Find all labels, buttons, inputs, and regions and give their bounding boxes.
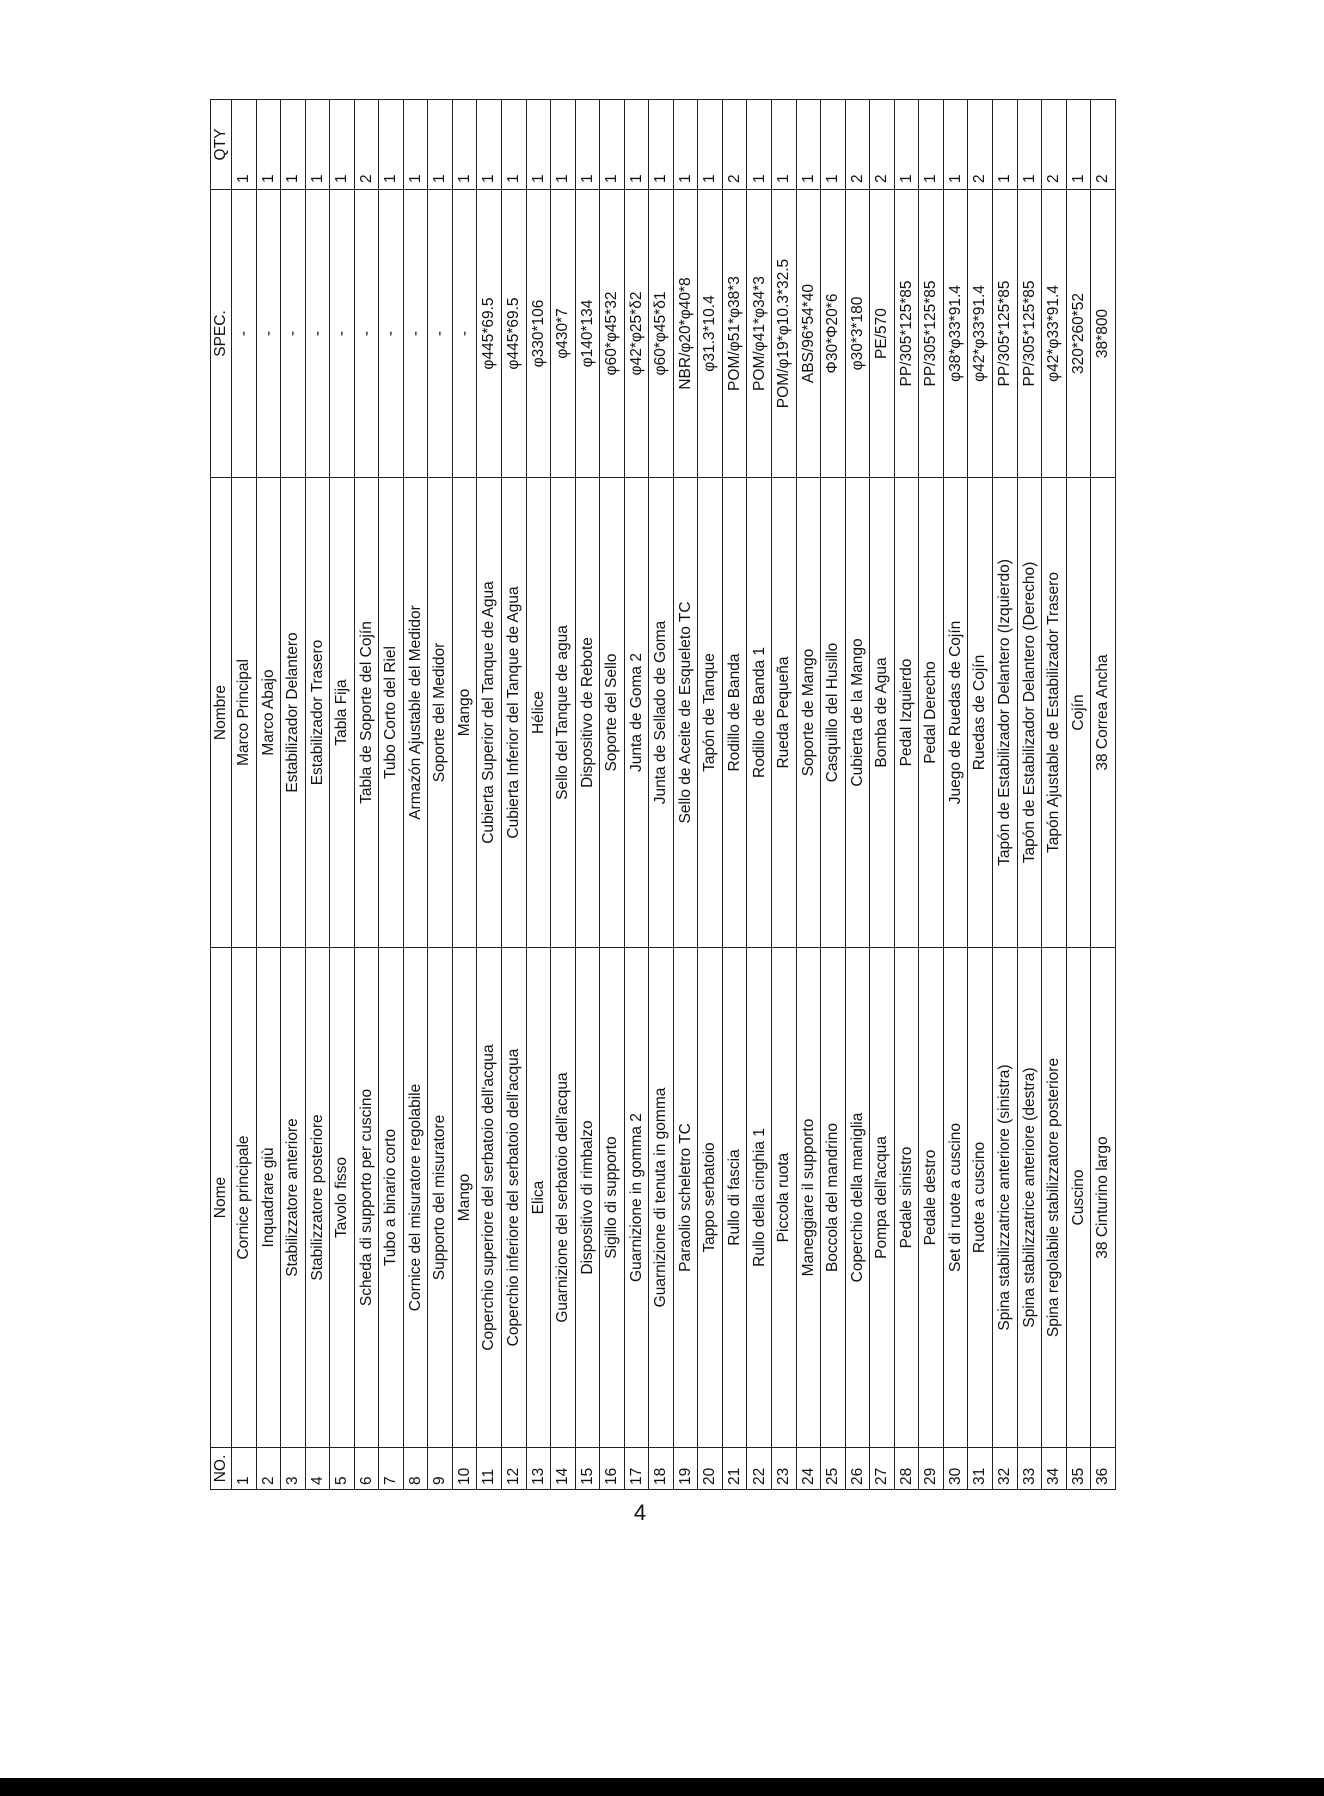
cell-qty: 1	[305, 100, 330, 190]
cell-nome: 38 Cinturino largo	[1091, 948, 1116, 1448]
cell-nome: Rullo di fascia	[722, 948, 747, 1448]
cell-nombre: Estabilizador Trasero	[305, 478, 330, 948]
cell-qty: 1	[575, 100, 600, 190]
cell-no: 13	[526, 1448, 551, 1490]
cell-qty: 2	[968, 100, 993, 190]
cell-nome: Elica	[526, 948, 551, 1448]
cell-qty: 1	[772, 100, 797, 190]
cell-nome: Spina stabilizzatrice anteriore (destra)	[1017, 948, 1042, 1448]
cell-spec: φ140*134	[575, 190, 600, 478]
cell-spec: φ60*φ45*δ1	[649, 190, 674, 478]
cell-qty: 1	[428, 100, 453, 190]
cell-nome: Stabilizzatore anteriore	[281, 948, 306, 1448]
cell-no: 30	[943, 1448, 968, 1490]
cell-no: 1	[232, 1448, 257, 1490]
cell-nombre: Soporte de Mango	[796, 478, 821, 948]
cell-nome: Spina stabilizzatrice anteriore (sinistra)	[992, 948, 1017, 1448]
cell-spec: φ330*106	[526, 190, 551, 478]
cell-no: 28	[894, 1448, 919, 1490]
cell-spec: φ42*φ25*δ2	[624, 190, 649, 478]
table-row	[698, 100, 723, 1490]
cell-nome: Coperchio della maniglia	[845, 948, 870, 1448]
cell-no: 32	[992, 1448, 1017, 1490]
cell-qty: 1	[526, 100, 551, 190]
table-row	[575, 100, 600, 1490]
cell-nombre: Tapón de Estabilizador Delantero (Izquierdo)	[992, 478, 1017, 948]
cell-no: 25	[821, 1448, 846, 1490]
cell-qty: 1	[796, 100, 821, 190]
cell-no: 12	[502, 1448, 527, 1490]
cell-nome: Rullo della cinghia 1	[747, 948, 772, 1448]
cell-spec: -	[354, 190, 379, 478]
table-row	[1017, 100, 1042, 1490]
cell-nombre: Cubierta Inferior del Tanque de Agua	[502, 478, 527, 948]
cell-nombre: Juego de Ruedas de Cojín	[943, 478, 968, 948]
cell-nome: Mango	[452, 948, 477, 1448]
cell-qty: 1	[992, 100, 1017, 190]
cell-qty: 2	[722, 100, 747, 190]
table-row	[919, 100, 944, 1490]
table-row	[649, 100, 674, 1490]
cell-no: 18	[649, 1448, 674, 1490]
cell-nombre: Mango	[452, 478, 477, 948]
cell-no: 10	[452, 1448, 477, 1490]
cell-spec: -	[403, 190, 428, 478]
cell-spec: PP/305*125*85	[894, 190, 919, 478]
cell-spec: 320*260*52	[1066, 190, 1091, 478]
cell-spec: -	[305, 190, 330, 478]
cell-spec: POM/φ51*φ38*3	[722, 190, 747, 478]
cell-nombre: Soporte del Sello	[600, 478, 625, 948]
table-row	[772, 100, 797, 1490]
cell-no: 34	[1042, 1448, 1067, 1490]
cell-spec: -	[428, 190, 453, 478]
cell-spec: PP/305*125*85	[919, 190, 944, 478]
cell-no: 16	[600, 1448, 625, 1490]
cell-nome: Ruote a cuscino	[968, 948, 993, 1448]
table-row	[894, 100, 919, 1490]
cell-spec: φ30*3*180	[845, 190, 870, 478]
table-row	[428, 100, 453, 1490]
cell-nombre: Tubo Corto del Riel	[379, 478, 404, 948]
header-no: NO.	[211, 1448, 232, 1490]
header-nombre: Nombre	[211, 478, 232, 948]
cell-nome: Inquadrare giù	[256, 948, 281, 1448]
cell-no: 24	[796, 1448, 821, 1490]
cell-no: 36	[1091, 1448, 1116, 1490]
cell-no: 2	[256, 1448, 281, 1490]
cell-nome: Cornice principale	[232, 948, 257, 1448]
cell-nombre: Marco Principal	[232, 478, 257, 948]
cell-spec: φ42*φ33*91.4	[968, 190, 993, 478]
page-number: 4	[633, 1500, 647, 1525]
cell-qty: 1	[673, 100, 698, 190]
cell-nombre: Tapón Ajustable de Estabilizador Trasero	[1042, 478, 1067, 948]
cell-no: 33	[1017, 1448, 1042, 1490]
table-row	[452, 100, 477, 1490]
table-row	[1042, 100, 1067, 1490]
table-row	[870, 100, 895, 1490]
cell-qty: 1	[1017, 100, 1042, 190]
cell-nombre: Dispositivo de Rebote	[575, 478, 600, 948]
cell-no: 20	[698, 1448, 723, 1490]
cell-qty: 1	[551, 100, 576, 190]
cell-nombre: Soporte del Medidor	[428, 478, 453, 948]
cell-spec: -	[330, 190, 355, 478]
cell-qty: 1	[1066, 100, 1091, 190]
table-header-row	[211, 100, 232, 1490]
table-row	[477, 100, 502, 1490]
cell-qty: 2	[845, 100, 870, 190]
table-row	[379, 100, 404, 1490]
cell-spec: ABS/96*54*40	[796, 190, 821, 478]
cell-nome: Cuscino	[1066, 948, 1091, 1448]
cell-nome: Guarnizione in gomma 2	[624, 948, 649, 1448]
cell-nombre: Tabla de Soporte del Cojín	[354, 478, 379, 948]
cell-nome: Paraolio scheletro TC	[673, 948, 698, 1448]
cell-spec: Φ30*Φ20*6	[821, 190, 846, 478]
cell-nombre: Pedal Izquierdo	[894, 478, 919, 948]
cell-nombre: Sello de Aceite de Esqueleto TC	[673, 478, 698, 948]
cell-qty: 1	[281, 100, 306, 190]
cell-spec: -	[232, 190, 257, 478]
table-row	[624, 100, 649, 1490]
cell-qty: 1	[649, 100, 674, 190]
cell-no: 3	[281, 1448, 306, 1490]
table-row	[354, 100, 379, 1490]
cell-qty: 1	[403, 100, 428, 190]
parts-table	[210, 99, 1116, 1490]
cell-nome: Scheda di supporto per cuscino	[354, 948, 379, 1448]
table-row	[821, 100, 846, 1490]
cell-qty: 1	[600, 100, 625, 190]
cell-qty: 2	[354, 100, 379, 190]
cell-spec: φ445*69.5	[477, 190, 502, 478]
cell-nome: Stabilizzatore posteriore	[305, 948, 330, 1448]
cell-no: 23	[772, 1448, 797, 1490]
cell-nome: Pedale sinistro	[894, 948, 919, 1448]
cell-spec: -	[281, 190, 306, 478]
footer-band	[0, 1778, 1324, 1796]
cell-nombre: Tabla Fija	[330, 478, 355, 948]
cell-nombre: Junta de Goma 2	[624, 478, 649, 948]
cell-qty: 1	[477, 100, 502, 190]
cell-spec: φ430*7	[551, 190, 576, 478]
table-row	[747, 100, 772, 1490]
cell-spec: POM/φ41*φ34*3	[747, 190, 772, 478]
cell-spec: -	[379, 190, 404, 478]
cell-no: 26	[845, 1448, 870, 1490]
cell-qty: 1	[919, 100, 944, 190]
cell-nome: Tappo serbatoio	[698, 948, 723, 1448]
cell-no: 27	[870, 1448, 895, 1490]
cell-nombre: Rodillo de Banda 1	[747, 478, 772, 948]
cell-no: 22	[747, 1448, 772, 1490]
cell-nome: Supporto del misuratore	[428, 948, 453, 1448]
cell-qty: 1	[624, 100, 649, 190]
cell-nome: Tubo a binario corto	[379, 948, 404, 1448]
table-row	[551, 100, 576, 1490]
cell-nome: Cornice del misuratore regolabile	[403, 948, 428, 1448]
table-row	[330, 100, 355, 1490]
cell-qty: 1	[502, 100, 527, 190]
cell-nombre: Cubierta de la Mango	[845, 478, 870, 948]
cell-nome: Guarnizione del serbatoio dell'acqua	[551, 948, 576, 1448]
cell-nome: Piccola ruota	[772, 948, 797, 1448]
table-row	[845, 100, 870, 1490]
cell-qty: 2	[1091, 100, 1116, 190]
cell-nome: Pedale destro	[919, 948, 944, 1448]
cell-spec: PP/305*125*85	[1017, 190, 1042, 478]
cell-nome: Sigillo di supporto	[600, 948, 625, 1448]
cell-nombre: Rodillo de Banda	[722, 478, 747, 948]
cell-nombre: Junta de Sellado de Goma	[649, 478, 674, 948]
table-row	[600, 100, 625, 1490]
cell-no: 21	[722, 1448, 747, 1490]
cell-qty: 2	[1042, 100, 1067, 190]
cell-nombre: Cubierta Superior del Tanque de Agua	[477, 478, 502, 948]
cell-spec: φ38*φ33*91.4	[943, 190, 968, 478]
cell-nome: Boccola del mandrino	[821, 948, 846, 1448]
cell-nombre: Hélice	[526, 478, 551, 948]
cell-nome: Guarnizione di tenuta in gomma	[649, 948, 674, 1448]
cell-nome: Spina regolabile stabilizzatore posteriore	[1042, 948, 1067, 1448]
cell-nome: Set di ruote a cuscino	[943, 948, 968, 1448]
header-qty: QTY	[211, 100, 232, 190]
table-row	[403, 100, 428, 1490]
cell-spec: -	[256, 190, 281, 478]
table-row	[256, 100, 281, 1490]
cell-spec: φ31.3*10.4	[698, 190, 723, 478]
table-row	[796, 100, 821, 1490]
cell-no: 8	[403, 1448, 428, 1490]
table-row	[526, 100, 551, 1490]
cell-qty: 1	[256, 100, 281, 190]
cell-nome: Pompa dell'acqua	[870, 948, 895, 1448]
cell-spec: φ60*φ45*32	[600, 190, 625, 478]
table-row	[722, 100, 747, 1490]
cell-nombre: Tapón de Tanque	[698, 478, 723, 948]
cell-no: 5	[330, 1448, 355, 1490]
table-row	[968, 100, 993, 1490]
cell-no: 11	[477, 1448, 502, 1490]
cell-qty: 2	[870, 100, 895, 190]
cell-spec: PE/570	[870, 190, 895, 478]
cell-nome: Dispositivo di rimbalzo	[575, 948, 600, 1448]
cell-qty: 1	[747, 100, 772, 190]
table-row	[992, 100, 1017, 1490]
cell-qty: 1	[943, 100, 968, 190]
cell-nome: Maneggiare il supporto	[796, 948, 821, 1448]
cell-nombre: Bomba de Agua	[870, 478, 895, 948]
header-nome: Nome	[211, 948, 232, 1448]
cell-nombre: Armazón Ajustable del Medidor	[403, 478, 428, 948]
table-row	[305, 100, 330, 1490]
cell-no: 31	[968, 1448, 993, 1490]
cell-spec: PP/305*125*85	[992, 190, 1017, 478]
cell-spec: POM/φ19*φ10.3*32.5	[772, 190, 797, 478]
cell-nombre: Casquillo del Husillo	[821, 478, 846, 948]
cell-qty: 1	[452, 100, 477, 190]
cell-no: 14	[551, 1448, 576, 1490]
cell-nome: Coperchio inferiore del serbatoio dell'acqua	[502, 948, 527, 1448]
table-row	[673, 100, 698, 1490]
cell-nombre: Tapón de Estabilizador Delantero (Derecho)	[1017, 478, 1042, 948]
cell-nombre: Rueda Pequeña	[772, 478, 797, 948]
cell-no: 29	[919, 1448, 944, 1490]
table-row	[1091, 100, 1116, 1490]
table-row	[232, 100, 257, 1490]
cell-no: 4	[305, 1448, 330, 1490]
cell-qty: 1	[330, 100, 355, 190]
cell-qty: 1	[894, 100, 919, 190]
cell-nombre: Marco Abajo	[256, 478, 281, 948]
cell-nombre: Cojín	[1066, 478, 1091, 948]
cell-qty: 1	[698, 100, 723, 190]
cell-nombre: Ruedas de Cojín	[968, 478, 993, 948]
cell-nome: Tavolo fisso	[330, 948, 355, 1448]
cell-qty: 1	[232, 100, 257, 190]
cell-spec: φ445*69.5	[502, 190, 527, 478]
cell-spec: -	[452, 190, 477, 478]
cell-qty: 1	[821, 100, 846, 190]
cell-no: 7	[379, 1448, 404, 1490]
cell-spec: φ42*φ33*91.4	[1042, 190, 1067, 478]
cell-spec: 38*800	[1091, 190, 1116, 478]
table-row	[1066, 100, 1091, 1490]
cell-no: 15	[575, 1448, 600, 1490]
table-row	[943, 100, 968, 1490]
cell-no: 19	[673, 1448, 698, 1490]
cell-nombre: Estabilizador Delantero	[281, 478, 306, 948]
cell-nombre: Sello del Tanque de agua	[551, 478, 576, 948]
cell-nombre: Pedal Derecho	[919, 478, 944, 948]
table-row	[281, 100, 306, 1490]
cell-qty: 1	[379, 100, 404, 190]
cell-nombre: 38 Correa Ancha	[1091, 478, 1116, 948]
header-spec: SPEC.	[211, 190, 232, 478]
table-row	[502, 100, 527, 1490]
cell-nome: Coperchio superiore del serbatoio dell'acqua	[477, 948, 502, 1448]
cell-no: 17	[624, 1448, 649, 1490]
cell-spec: NBR/φ20*φ40*8	[673, 190, 698, 478]
cell-no: 35	[1066, 1448, 1091, 1490]
cell-no: 9	[428, 1448, 453, 1490]
cell-no: 6	[354, 1448, 379, 1490]
rotated-page-content	[210, 100, 1116, 1490]
